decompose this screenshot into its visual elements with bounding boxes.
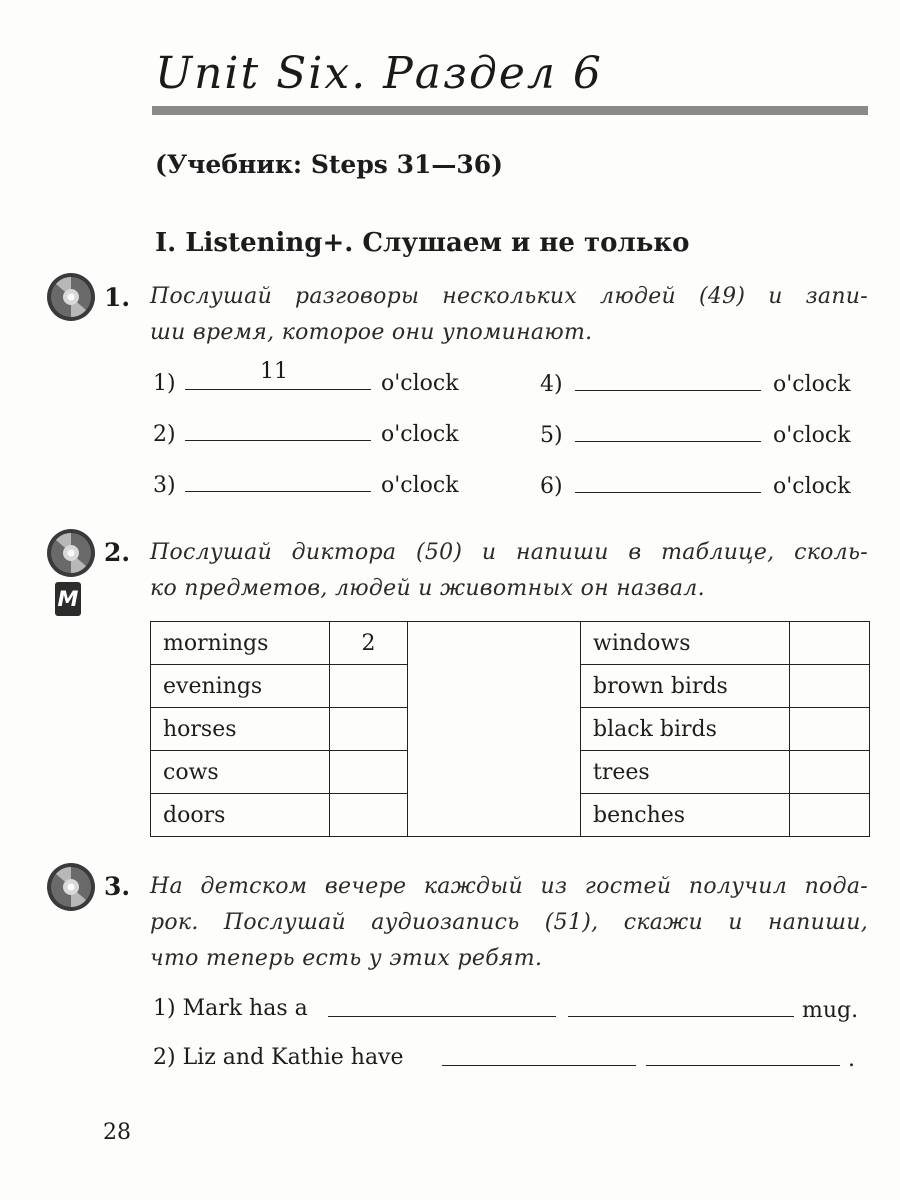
table-cell-count[interactable] bbox=[790, 622, 870, 665]
answer-blank[interactable] bbox=[442, 1065, 636, 1066]
table-cell-count[interactable] bbox=[790, 665, 870, 708]
answer-label: 5) bbox=[540, 423, 563, 448]
answer-blank[interactable] bbox=[575, 441, 761, 442]
answer-label: 1) bbox=[153, 371, 176, 396]
task-instruction bbox=[150, 535, 868, 607]
answer-blank[interactable] bbox=[646, 1065, 840, 1066]
answer-blank[interactable] bbox=[575, 390, 761, 391]
table-cell-count[interactable] bbox=[790, 794, 870, 837]
task-instruction bbox=[150, 869, 868, 977]
table-cell-item: horses bbox=[151, 708, 330, 751]
table-cell-count[interactable]: 2 bbox=[330, 622, 408, 665]
table-row bbox=[151, 622, 870, 665]
sentence-prefix: 2) Liz and Kathie have bbox=[153, 1045, 404, 1070]
sentence-end: . bbox=[848, 1047, 855, 1072]
handwritten-answer: 11 bbox=[260, 359, 288, 384]
sentence-end: mug. bbox=[802, 998, 859, 1023]
table-gap bbox=[408, 622, 581, 837]
table-cell-item: cows bbox=[151, 751, 330, 794]
answer-label: 4) bbox=[540, 372, 563, 397]
answer-suffix: o'clock bbox=[381, 371, 459, 396]
answer-suffix: o'clock bbox=[773, 474, 851, 499]
answer-blank[interactable] bbox=[568, 1016, 794, 1017]
answer-label: 6) bbox=[540, 474, 563, 499]
table-cell-item: mornings bbox=[151, 622, 330, 665]
table-cell-count[interactable] bbox=[790, 708, 870, 751]
answer-label: 3) bbox=[153, 473, 176, 498]
unit-title: Unit Six. Раздел 6 bbox=[155, 48, 603, 99]
table-cell-item: windows bbox=[581, 622, 790, 665]
table-cell-item: black birds bbox=[581, 708, 790, 751]
task-number: 1. bbox=[104, 283, 131, 312]
section-heading: I. Listening+. Слушаем и не только bbox=[155, 228, 690, 258]
table-cell-item: doors bbox=[151, 794, 330, 837]
table-cell-item: trees bbox=[581, 751, 790, 794]
answer-suffix: o'clock bbox=[773, 423, 851, 448]
sentence-prefix: 1) Mark has a bbox=[153, 996, 308, 1021]
table-cell-count[interactable] bbox=[330, 794, 408, 837]
answer-suffix: o'clock bbox=[381, 473, 459, 498]
table-cell-item: brown birds bbox=[581, 665, 790, 708]
table-cell-count[interactable] bbox=[330, 665, 408, 708]
table-cell-count[interactable] bbox=[790, 751, 870, 794]
instruction-line: На детском вечере каждый из гостей получил пода- bbox=[150, 874, 868, 899]
page-number: 28 bbox=[103, 1120, 131, 1145]
answer-suffix: o'clock bbox=[773, 372, 851, 397]
task-instruction bbox=[150, 279, 868, 351]
instruction-line: Послушай диктора (50) и напиши в таблице, сколь- bbox=[150, 540, 868, 565]
task-number: 2. bbox=[104, 538, 131, 567]
textbook-reference: (Учебник: Steps 31—36) bbox=[155, 150, 503, 179]
table-cell-count[interactable] bbox=[330, 751, 408, 794]
table-cell-item: evenings bbox=[151, 665, 330, 708]
instruction-line: Послушай разговоры нескольких людей (49) и запи- bbox=[150, 284, 868, 309]
cd-icon[interactable] bbox=[46, 272, 96, 322]
count-table bbox=[150, 621, 870, 837]
answer-label: 2) bbox=[153, 422, 176, 447]
instruction-line: ши время, которое они упоминают. bbox=[150, 320, 593, 345]
answer-blank[interactable] bbox=[185, 440, 371, 441]
cd-icon[interactable] bbox=[46, 528, 96, 578]
title-rule bbox=[152, 106, 868, 115]
instruction-line: рок. Послушай аудиозапись (51), скажи и напиши, bbox=[150, 910, 868, 935]
instruction-line: ко предметов, людей и животных он назвал. bbox=[150, 576, 705, 601]
answer-blank[interactable] bbox=[575, 492, 761, 493]
answer-suffix: o'clock bbox=[381, 422, 459, 447]
m-marker-icon: M bbox=[55, 582, 81, 616]
table-cell-item: benches bbox=[581, 794, 790, 837]
table-cell-count[interactable] bbox=[330, 708, 408, 751]
task-number: 3. bbox=[104, 872, 131, 901]
answer-blank[interactable] bbox=[328, 1016, 556, 1017]
instruction-line: что теперь есть у этих ребят. bbox=[150, 946, 543, 971]
answer-blank[interactable] bbox=[185, 389, 371, 390]
answer-blank[interactable] bbox=[185, 491, 371, 492]
cd-icon[interactable] bbox=[46, 862, 96, 912]
